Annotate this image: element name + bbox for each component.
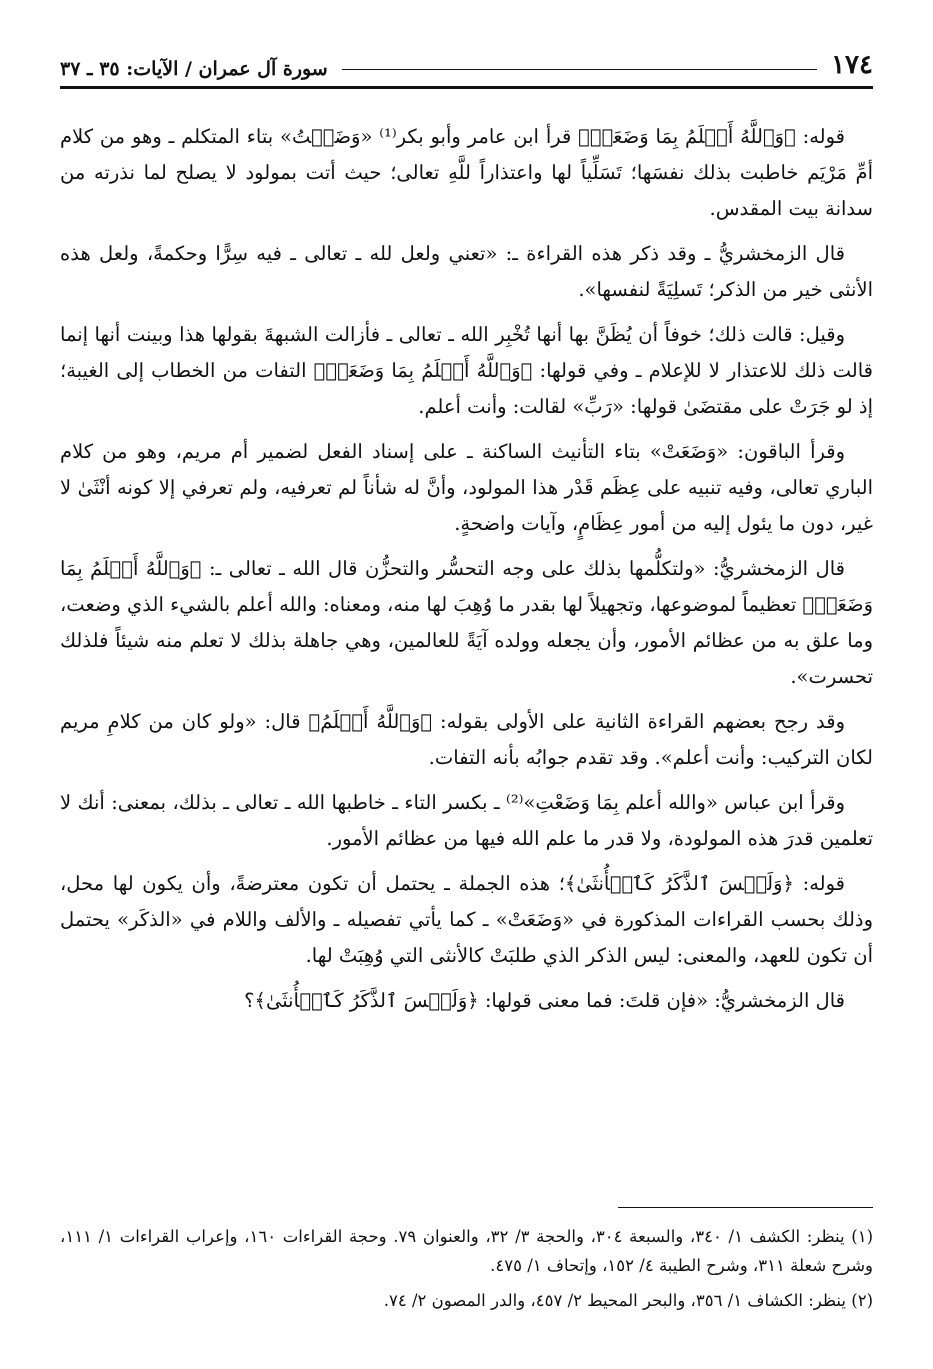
- header-rule: [342, 69, 817, 70]
- paragraph: وقرأ الباقون: «وَضَعَتْ» بتاء التأنيث الساكنة ـ على إسناد الفعل لضمير أم مريم، وهو من كلام الباري تعالى، وفيه تنبيه على عِظَم قَدْر هذا المولود، وأنَّ له شأناً لم تعرفيه، ولم تعرفي إلا كونه أنْثَىٰ لا غير، دون ما يئول إليه من أمور عِظَامٍ، وآيات واضحةٍ.: [60, 440, 873, 535]
- paragraph: وقرأ ابن عباس «والله أعلم بِمَا وَضَعْتِ»⁽²⁾ ـ بكسر التاء ـ خاطبها الله ـ تعالى ـ بذلك، بمعنى: أنك لا تعلمين قدرَ هذه المولودة، ولا قدر ما علم الله فيها من عظائم الأمور.: [60, 791, 873, 850]
- paragraph: وقيل: قالت ذلك؛ خوفاً أن يُظَنَّ بها أنها تُخْبِر الله ـ تعالى ـ فأزالت الشبهةَ بقولها هذا وبينت أنها إنما قالت ذلك للاعتذار لا للإعلام ـ وفي قولها: ﴿وَٱللَّهُ أَعۡلَمُ بِمَا وَضَعَتۡ﴾ التفات من الخطاب إلى الغيبة؛ إذ لو جَرَتْ على مقتضَىٰ قولها: «رَبِّ» لقالت: وأنت أعلم.: [60, 323, 873, 418]
- page-body: [60, 119, 873, 1019]
- page-header: [60, 40, 873, 89]
- running-title: سورة آل عمران / الآيات: ٣٥ ـ ٣٧: [60, 58, 328, 80]
- page-number: ١٧٤: [831, 50, 873, 80]
- paragraph: قوله: ﴿وَلَيۡسَ ٱلذَّكَرُ كَٱلۡأُنثَىٰ﴾؛ هذه الجملة ـ يحتمل أن تكون معترضةً، وأن يكون لها محل، وذلك بحسب القراءات المذكورة في «وَضَعَتْ» ـ كما يأتي تفصيله ـ والألف واللام في «الذكَر» يحتمل أن تكون للعهد، والمعنى: ليس الذكر الذي طلبَتْ كالأنثى التي وُهِبَتْ لها.: [60, 872, 873, 967]
- paragraph: قال الزمخشريُّ ـ وقد ذكر هذه القراءة ـ: «تعني ولعل لله ـ تعالى ـ فيه سِرًّا وحكمةً، ولعل هذه الأنثى خير من الذكر؛ تَسلِيَةً لنفسها».: [60, 242, 873, 301]
- footnote: (٢) ينظر: الكشاف ١/ ٣٥٦، والبحر المحيط ٢/ ٤٥٧، والدر المصون ٢/ ٧٤.: [383, 1291, 873, 1310]
- paragraph: قال الزمخشريُّ: «فإن قلتَ: فما معنى قولها: ﴿وَلَيۡسَ ٱلذَّكَرُ كَٱلۡأُنثَىٰ﴾؟: [244, 989, 845, 1012]
- paragraph: وقد رجح بعضهم القراءة الثانية على الأولى بقوله: ﴿وَٱللَّهُ أَعۡلَمُ﴾ قال: «ولو كان من كلامِ مريم لكان التركيب: وأنت أعلم». وقد تقدم جوابُه بأنه التفات.: [60, 710, 873, 769]
- footnote-rule: [618, 1207, 873, 1208]
- footnote: (١) ينظر: الكشف ١/ ٣٤٠، والسبعة ٣٠٤، والحجة ٣/ ٣٢، والعنوان ٧٩. وحجة القراءات ١٦٠، وإعراب القراءات ١/ ١١١، وشرح شعلة ٣١١، وشرح الطيبة ٤/ ١٥٢، وإتحاف ١/ ٤٧٥.: [60, 1227, 873, 1275]
- paragraph: قال الزمخشريُّ: «ولتكلُّمها بذلك على وجه التحسُّر والتحزُّن قال الله ـ تعالى ـ: ﴿وَٱللَّهُ أَعۡلَمُ بِمَا وَضَعَتۡ﴾ تعظيماً لموضوعها، وتجهيلاً لها بقدر ما وُهِبَ لها منه، ومعناه: والله أعلم بالشيء الذي وضعت، وما علق به من عظائم الأمور، وأن يجعله وولده آيَةً للعالمين، وهي جاهلة بذلك لا تعلم منه شيئاً فلذلك تحسرت».: [60, 557, 873, 688]
- paragraph: قوله: ﴿وَٱللَّهُ أَعۡلَمُ بِمَا وَضَعَتۡ﴾ قرأ ابن عامر وأبو بكر⁽¹⁾ «وَضَعۡتُ» بتاء المتكلم ـ وهو من كلام أمِّ مَرْيَم خاطبت بذلك نفسَها؛ تَسَلِّياً لها واعتذاراً للَّهِ تعالى؛ حيث أتت بمولود لا يصلح لما نذرته من سدانة بيت المقدس.: [60, 125, 873, 220]
- footnotes: [60, 1207, 873, 1321]
- book-page: [60, 40, 873, 1339]
